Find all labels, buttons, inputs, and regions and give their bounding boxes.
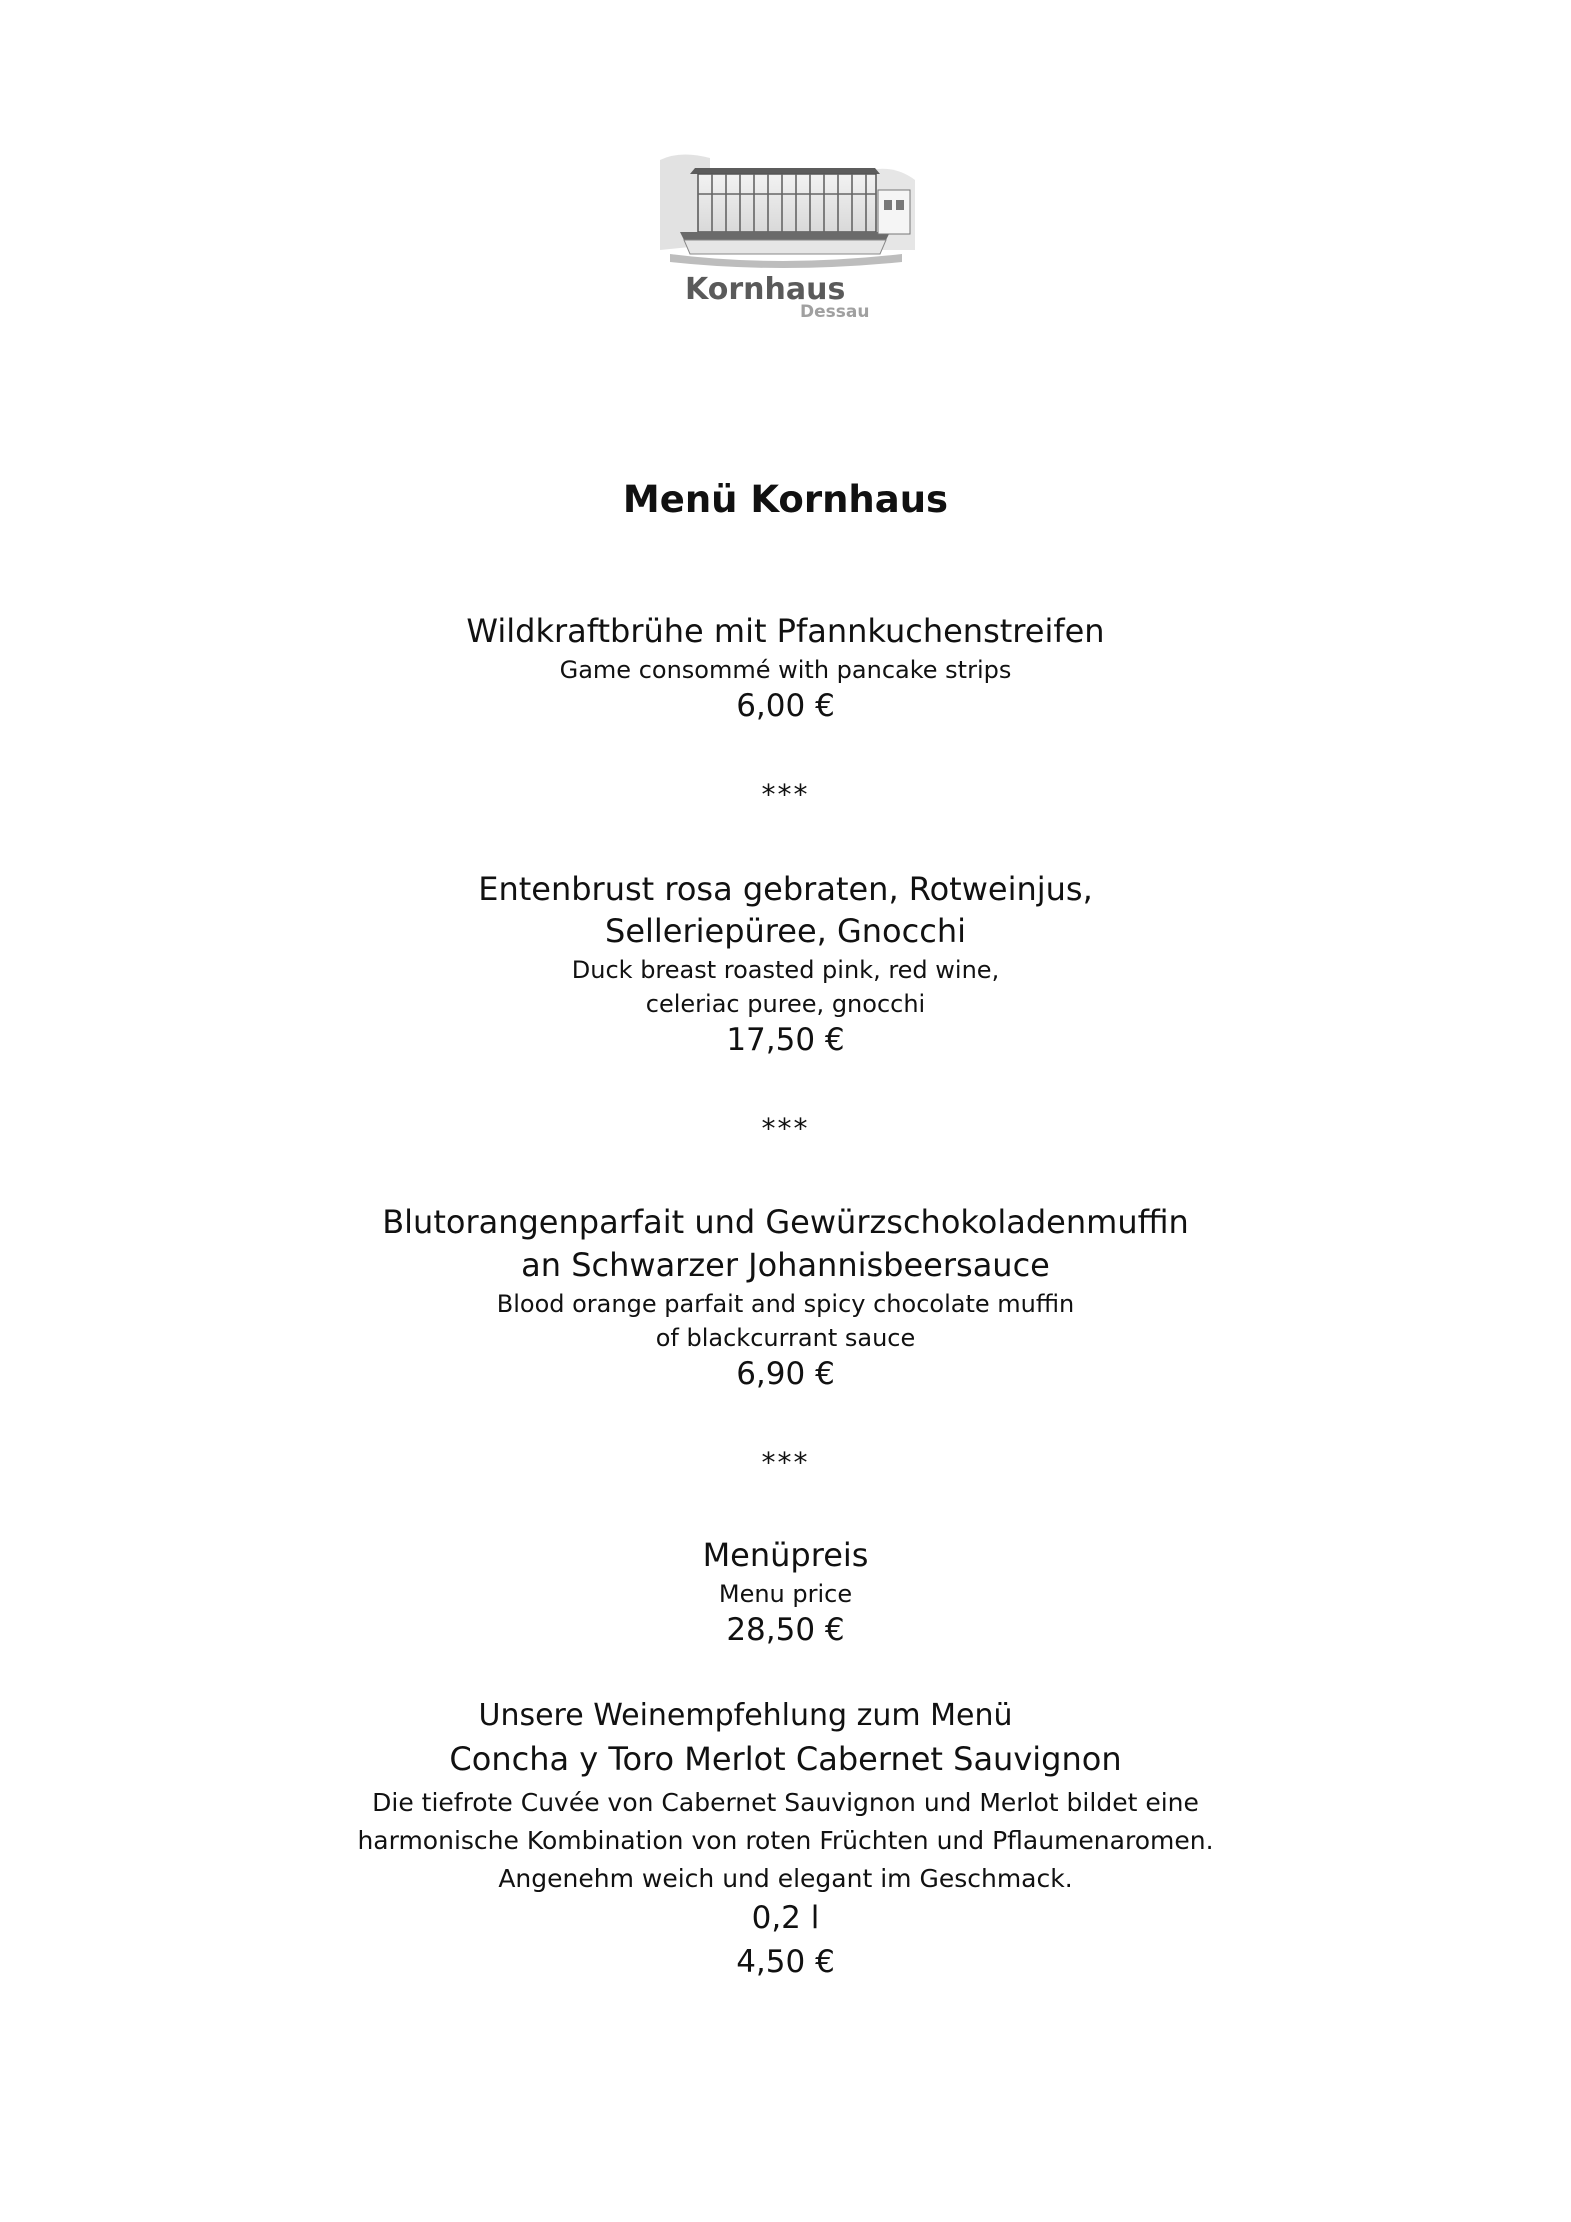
logo-name: Kornhaus xyxy=(685,272,846,307)
course-2-en-line-2: celeriac puree, gnocchi xyxy=(645,990,926,1018)
separator-3: *** xyxy=(761,1446,810,1479)
course-3-de-line-2: an Schwarzer Johannisbeersauce xyxy=(521,1246,1050,1284)
wine-description-line-1: Die tiefrote Cuvée von Cabernet Sauvignon und Merlot bildet eine xyxy=(372,1788,1199,1817)
wine-heading: Unsere Weinempfehlung zum Menü xyxy=(478,1698,1013,1733)
wine-name: Concha y Toro Merlot Cabernet Sauvignon xyxy=(449,1740,1122,1778)
course-2-price: 17,50 € xyxy=(726,1022,845,1058)
course-2-de-line-1: Entenbrust rosa gebraten, Rotweinjus, xyxy=(478,870,1093,908)
kornhaus-logo xyxy=(640,150,930,335)
course-1-de: Wildkraftbrühe mit Pfannkuchenstreifen xyxy=(466,612,1105,650)
menu-price-value: 28,50 € xyxy=(726,1612,845,1648)
page-title: Menü Kornhaus xyxy=(622,478,949,521)
wine-description-line-2: harmonische Kombination von roten Früchten und Pflaumenaromen. xyxy=(357,1826,1214,1855)
menu-price-label-en: Menu price xyxy=(718,1580,853,1608)
course-1-price: 6,00 € xyxy=(736,688,835,724)
course-3-en-line-1: Blood orange parfait and spicy chocolate muffin xyxy=(496,1290,1075,1318)
course-3-de-line-1: Blutorangenparfait und Gewürzschokoladenmuffin xyxy=(382,1203,1189,1241)
course-2-en-line-1: Duck breast roasted pink, red wine, xyxy=(571,956,1000,984)
separator-1: *** xyxy=(761,778,810,811)
course-2-de-line-2: Selleriepüree, Gnocchi xyxy=(605,912,966,950)
logo-city: Dessau xyxy=(800,302,870,322)
wine-price: 4,50 € xyxy=(736,1944,835,1980)
course-3-price: 6,90 € xyxy=(736,1356,835,1392)
wine-description-line-3: Angenehm weich und elegant im Geschmack. xyxy=(498,1864,1073,1893)
course-1-en: Game consommé with pancake strips xyxy=(559,656,1012,684)
course-3-en-line-2: of blackcurrant sauce xyxy=(655,1324,916,1352)
menu-price-label-de: Menüpreis xyxy=(702,1536,869,1574)
wine-volume: 0,2 l xyxy=(751,1900,820,1936)
building-illustration xyxy=(640,150,930,275)
separator-2: *** xyxy=(761,1112,810,1145)
